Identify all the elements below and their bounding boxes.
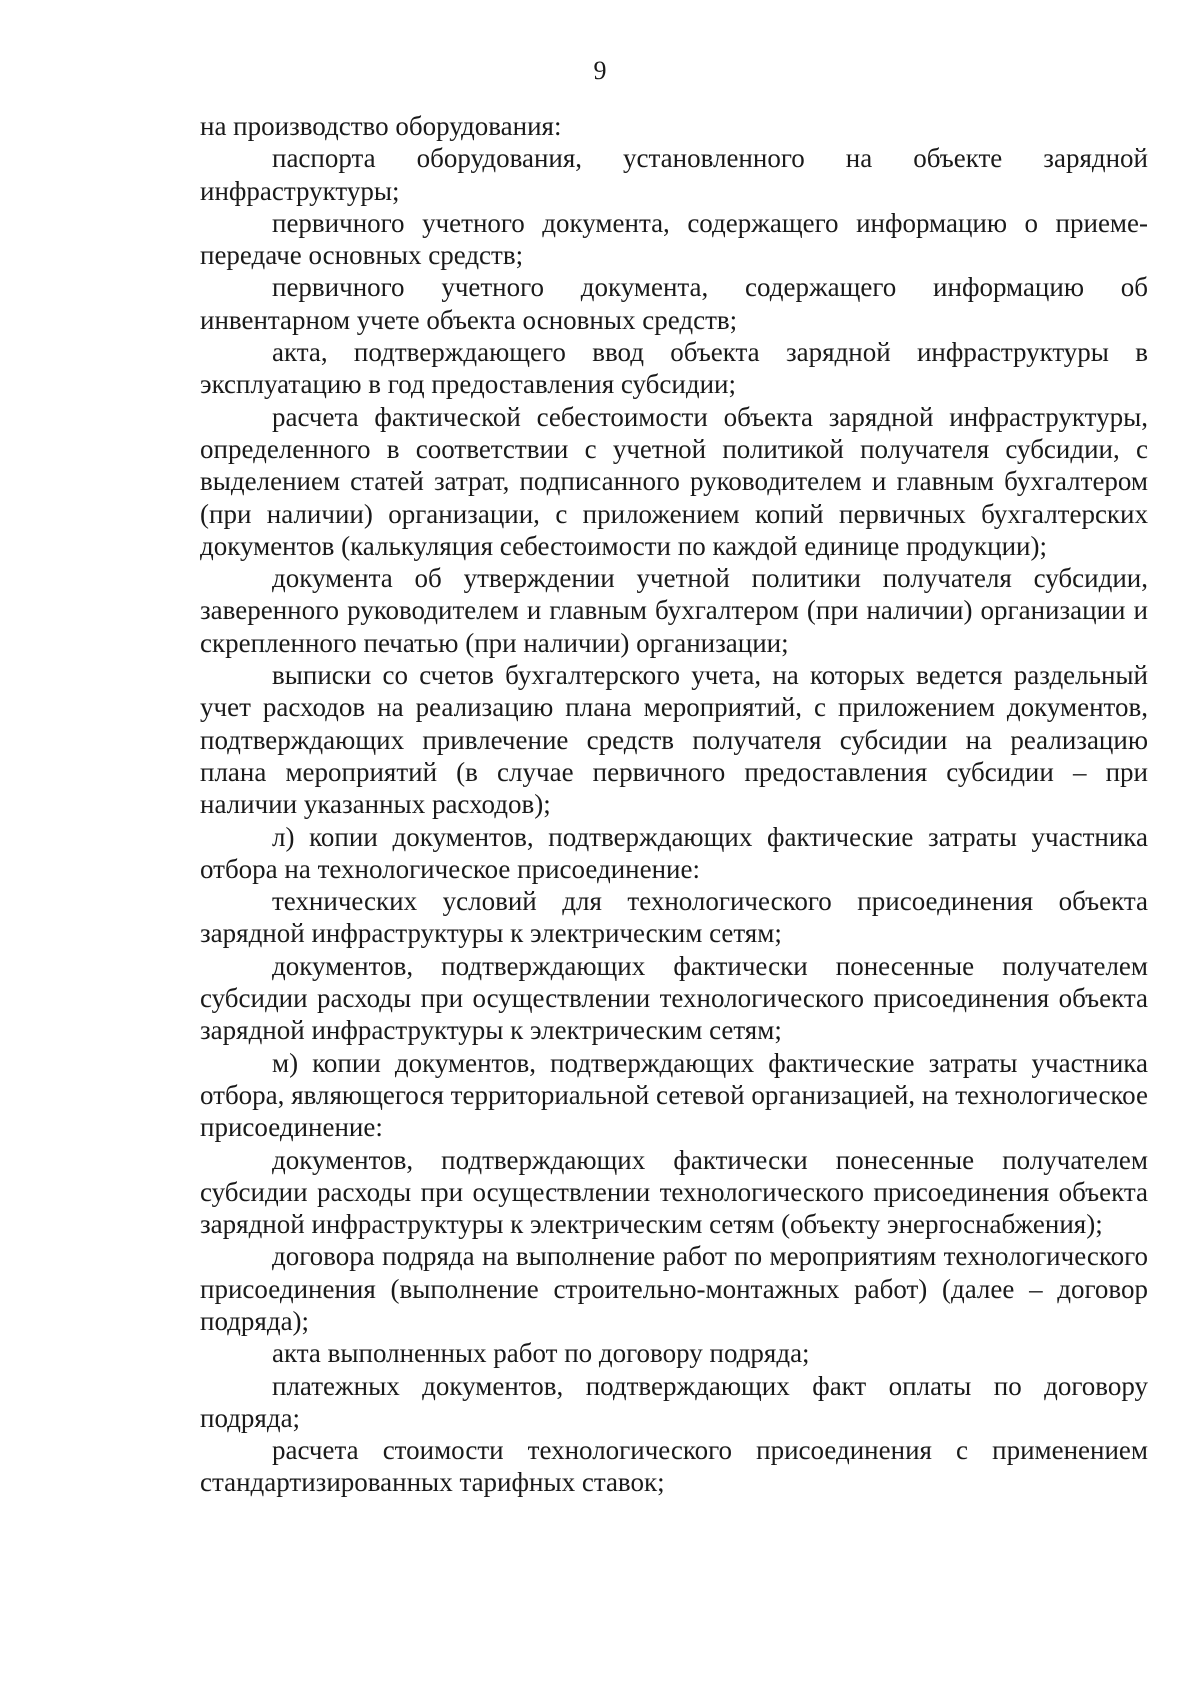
page-number: 9 (593, 56, 607, 85)
paragraph: выписки со счетов бухгалтерского учета, на которых ведется раздельный учет расходов на реализацию плана мероприятий, с приложением документов, подтверждающих привлечение средств получателя субсидии на реализацию плана мероприятий (в случае первичного предоставления субсидии – при наличии указанных расходов); (200, 660, 1148, 820)
paragraph: м) копии документов, подтверждающих фактические затраты участника отбора, являющегося территориальной сетевой организацией, на технологическое присоединение: (200, 1047, 1148, 1143)
paragraph: на производство оборудования: (200, 111, 562, 141)
paragraph: платежных документов, подтверждающих факт оплаты по договору подряда; (200, 1370, 1148, 1433)
paragraph: документа об утверждении учетной политики получателя субсидии, заверенного руководителем и главным бухгалтером (при наличии) организации и скрепленного печатью (при наличии) организации; (200, 563, 1148, 658)
paragraph: расчета стоимости технологического присоединения с применением стандартизированных тарифных ставок; (200, 1435, 1148, 1498)
paragraph: первичного учетного документа, содержащего информацию о приеме-передаче основных средств; (200, 207, 1148, 271)
paragraph: л) копии документов, подтверждающих фактические затраты участника отбора на технологическое присоединение: (200, 821, 1148, 884)
paragraph: расчета фактической себестоимости объекта зарядной инфраструктуры, определенного в соответствии с учетной политикой получателя субсидии, с выделением статей затрат, подписанного руководителем и главным бухгалтером (при наличии) организации, с приложением копий первичных бухгалтерских документов (калькуляция себестоимости по каждой единице продукции); (200, 401, 1148, 561)
paragraph: технических условий для технологического присоединения объекта зарядной инфраструктуры к электрическим сетям; (200, 886, 1148, 949)
paragraph: документов, подтверждающих фактически понесенные получателем субсидии расходы при осуществлении технологического присоединения объекта зарядной инфраструктуры к электрическим сетям (объекту энергоснабжения); (200, 1144, 1148, 1240)
paragraph: договора подряда на выполнение работ по мероприятиям технологического присоединения (выполнение строительно-монтажных работ) (далее – договор подряда); (200, 1241, 1148, 1336)
document-body (200, 110, 1148, 1499)
paragraph: документов, подтверждающих фактически понесенные получателем субсидии расходы при осуществлении технологического присоединения объекта зарядной инфраструктуры к электрическим сетям; (200, 950, 1148, 1046)
paragraph: первичного учетного документа, содержащего информацию об инвентарном учете объекта основных средств; (200, 272, 1148, 335)
paragraph: акта выполненных работ по договору подряда; (272, 1338, 810, 1369)
paragraph: акта, подтверждающего ввод объекта зарядной инфраструктуры в эксплуатацию в год предоставления субсидии; (200, 337, 1148, 400)
paragraph: паспорта оборудования, установленного на объекте зарядной инфраструктуры; (200, 143, 1148, 206)
